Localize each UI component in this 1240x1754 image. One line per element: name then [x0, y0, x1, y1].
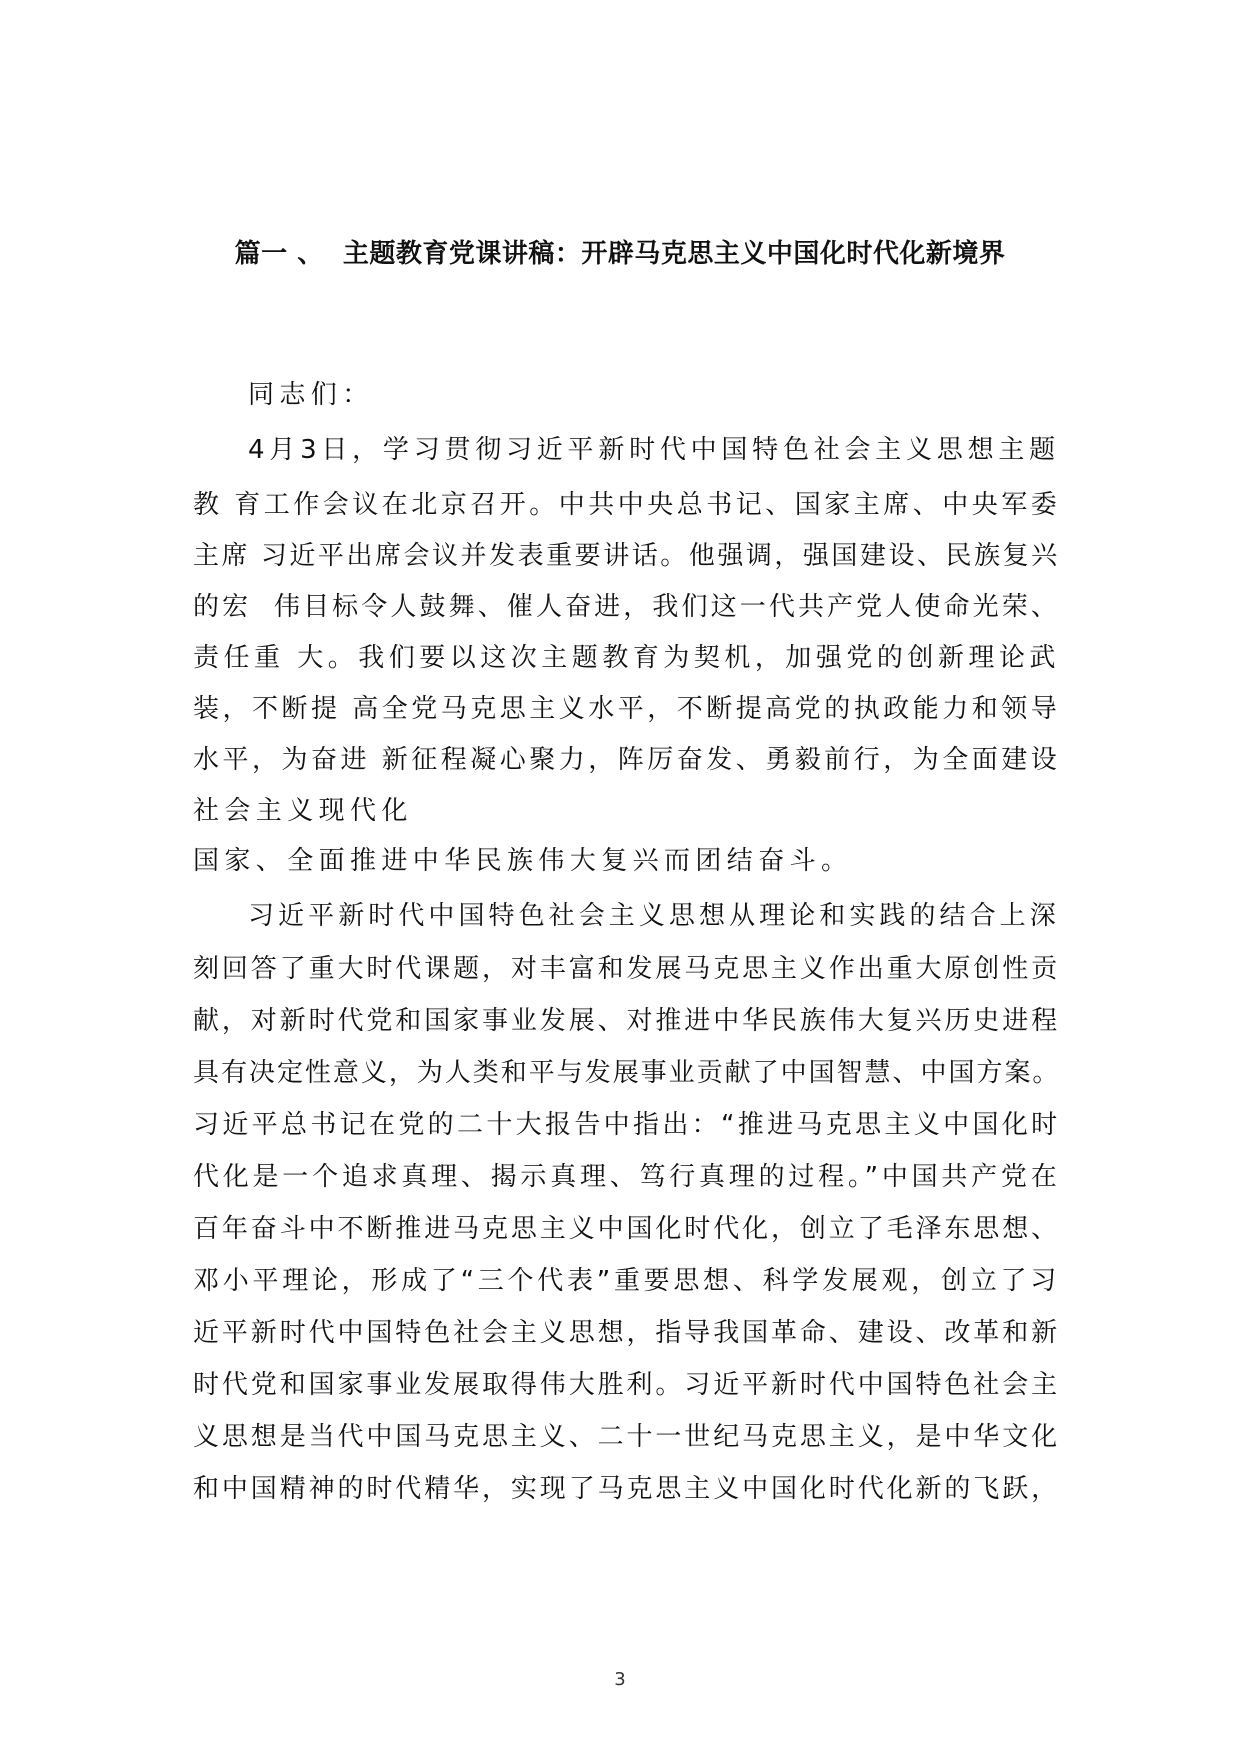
text-line: 教 育工作会议在北京召开。中共中央总书记、国家主席、中央军委	[193, 490, 1061, 520]
text-line: 主席 习近平出席会议并发表重要讲话。他强调，强国建设、民族复兴	[193, 541, 1060, 571]
text-line: 刻回答了重大时代课题，对丰富和发展马克思主义作出重大原创性贡	[193, 954, 1061, 984]
text-line: 水平，为奋进 新征程凝心聚力，阵厉奋发、勇毅前行，为全面建设	[193, 745, 1061, 775]
salutation: 同志们：	[248, 380, 374, 410]
text-line: 和中国精神的时代精华，实现了马克思主义中国化时代化新的飞跃，	[193, 1474, 1061, 1504]
text-line: 习近平新时代中国特色社会主义思想从理论和实践的结合上深	[248, 901, 1060, 931]
text-line: 责任重 大。我们要以这次主题教育为契机，加强党的创新理论武	[193, 643, 1060, 673]
text-line: 近平新时代中国特色社会主义思想，指导我国革命、建设、改革和新	[193, 1318, 1061, 1348]
text-line: 社会主义现代化	[193, 796, 413, 826]
text-line: 时代党和国家事业发展取得伟大胜利。习近平新时代中国特色社会主	[193, 1370, 1061, 1400]
text-line: 百年奋斗中不断推进马克思主义中国化时代化，创立了毛泽东思想、	[193, 1214, 1061, 1244]
text-line: 邓小平理论，形成了“三个代表”重要思想、科学发展观，创立了习	[193, 1266, 1060, 1296]
text-line: 献，对新时代党和国家事业发展、对推进中华民族伟大复兴历史进程	[193, 1006, 1061, 1036]
text-line: 的宏 伟目标令人鼓舞、催人奋进，我们这一代共产党人使命光荣、	[193, 592, 1060, 622]
page-number: 3	[614, 1669, 626, 1690]
text-line: 装，不断提 高全党马克思主义水平，不断提高党的执政能力和领导	[193, 694, 1061, 724]
text-line: 义思想是当代中国马克思主义、二十一世纪马克思主义，是中华文化	[193, 1422, 1061, 1452]
text-line: 习近平总书记在党的二十大报告中指出：“推进马克思主义中国化时	[193, 1110, 1061, 1140]
document-title: 篇一 、 主题教育党课讲稿：开辟马克思主义中国化时代化新境界	[234, 239, 1006, 269]
text-line: 代化是一个追求真理、揭示真理、笃行真理的过程。”中国共产党在	[193, 1162, 1061, 1192]
text-line: 具有决定性意义，为人类和平与发展事业贡献了中国智慧、中国方案。	[193, 1058, 1061, 1088]
text-line: 国家、全面推进中华民族伟大复兴而团结奋斗。	[193, 846, 853, 876]
text-line: 4月3日，学习贯彻习近平新时代中国特色社会主义思想主题	[248, 435, 1060, 465]
